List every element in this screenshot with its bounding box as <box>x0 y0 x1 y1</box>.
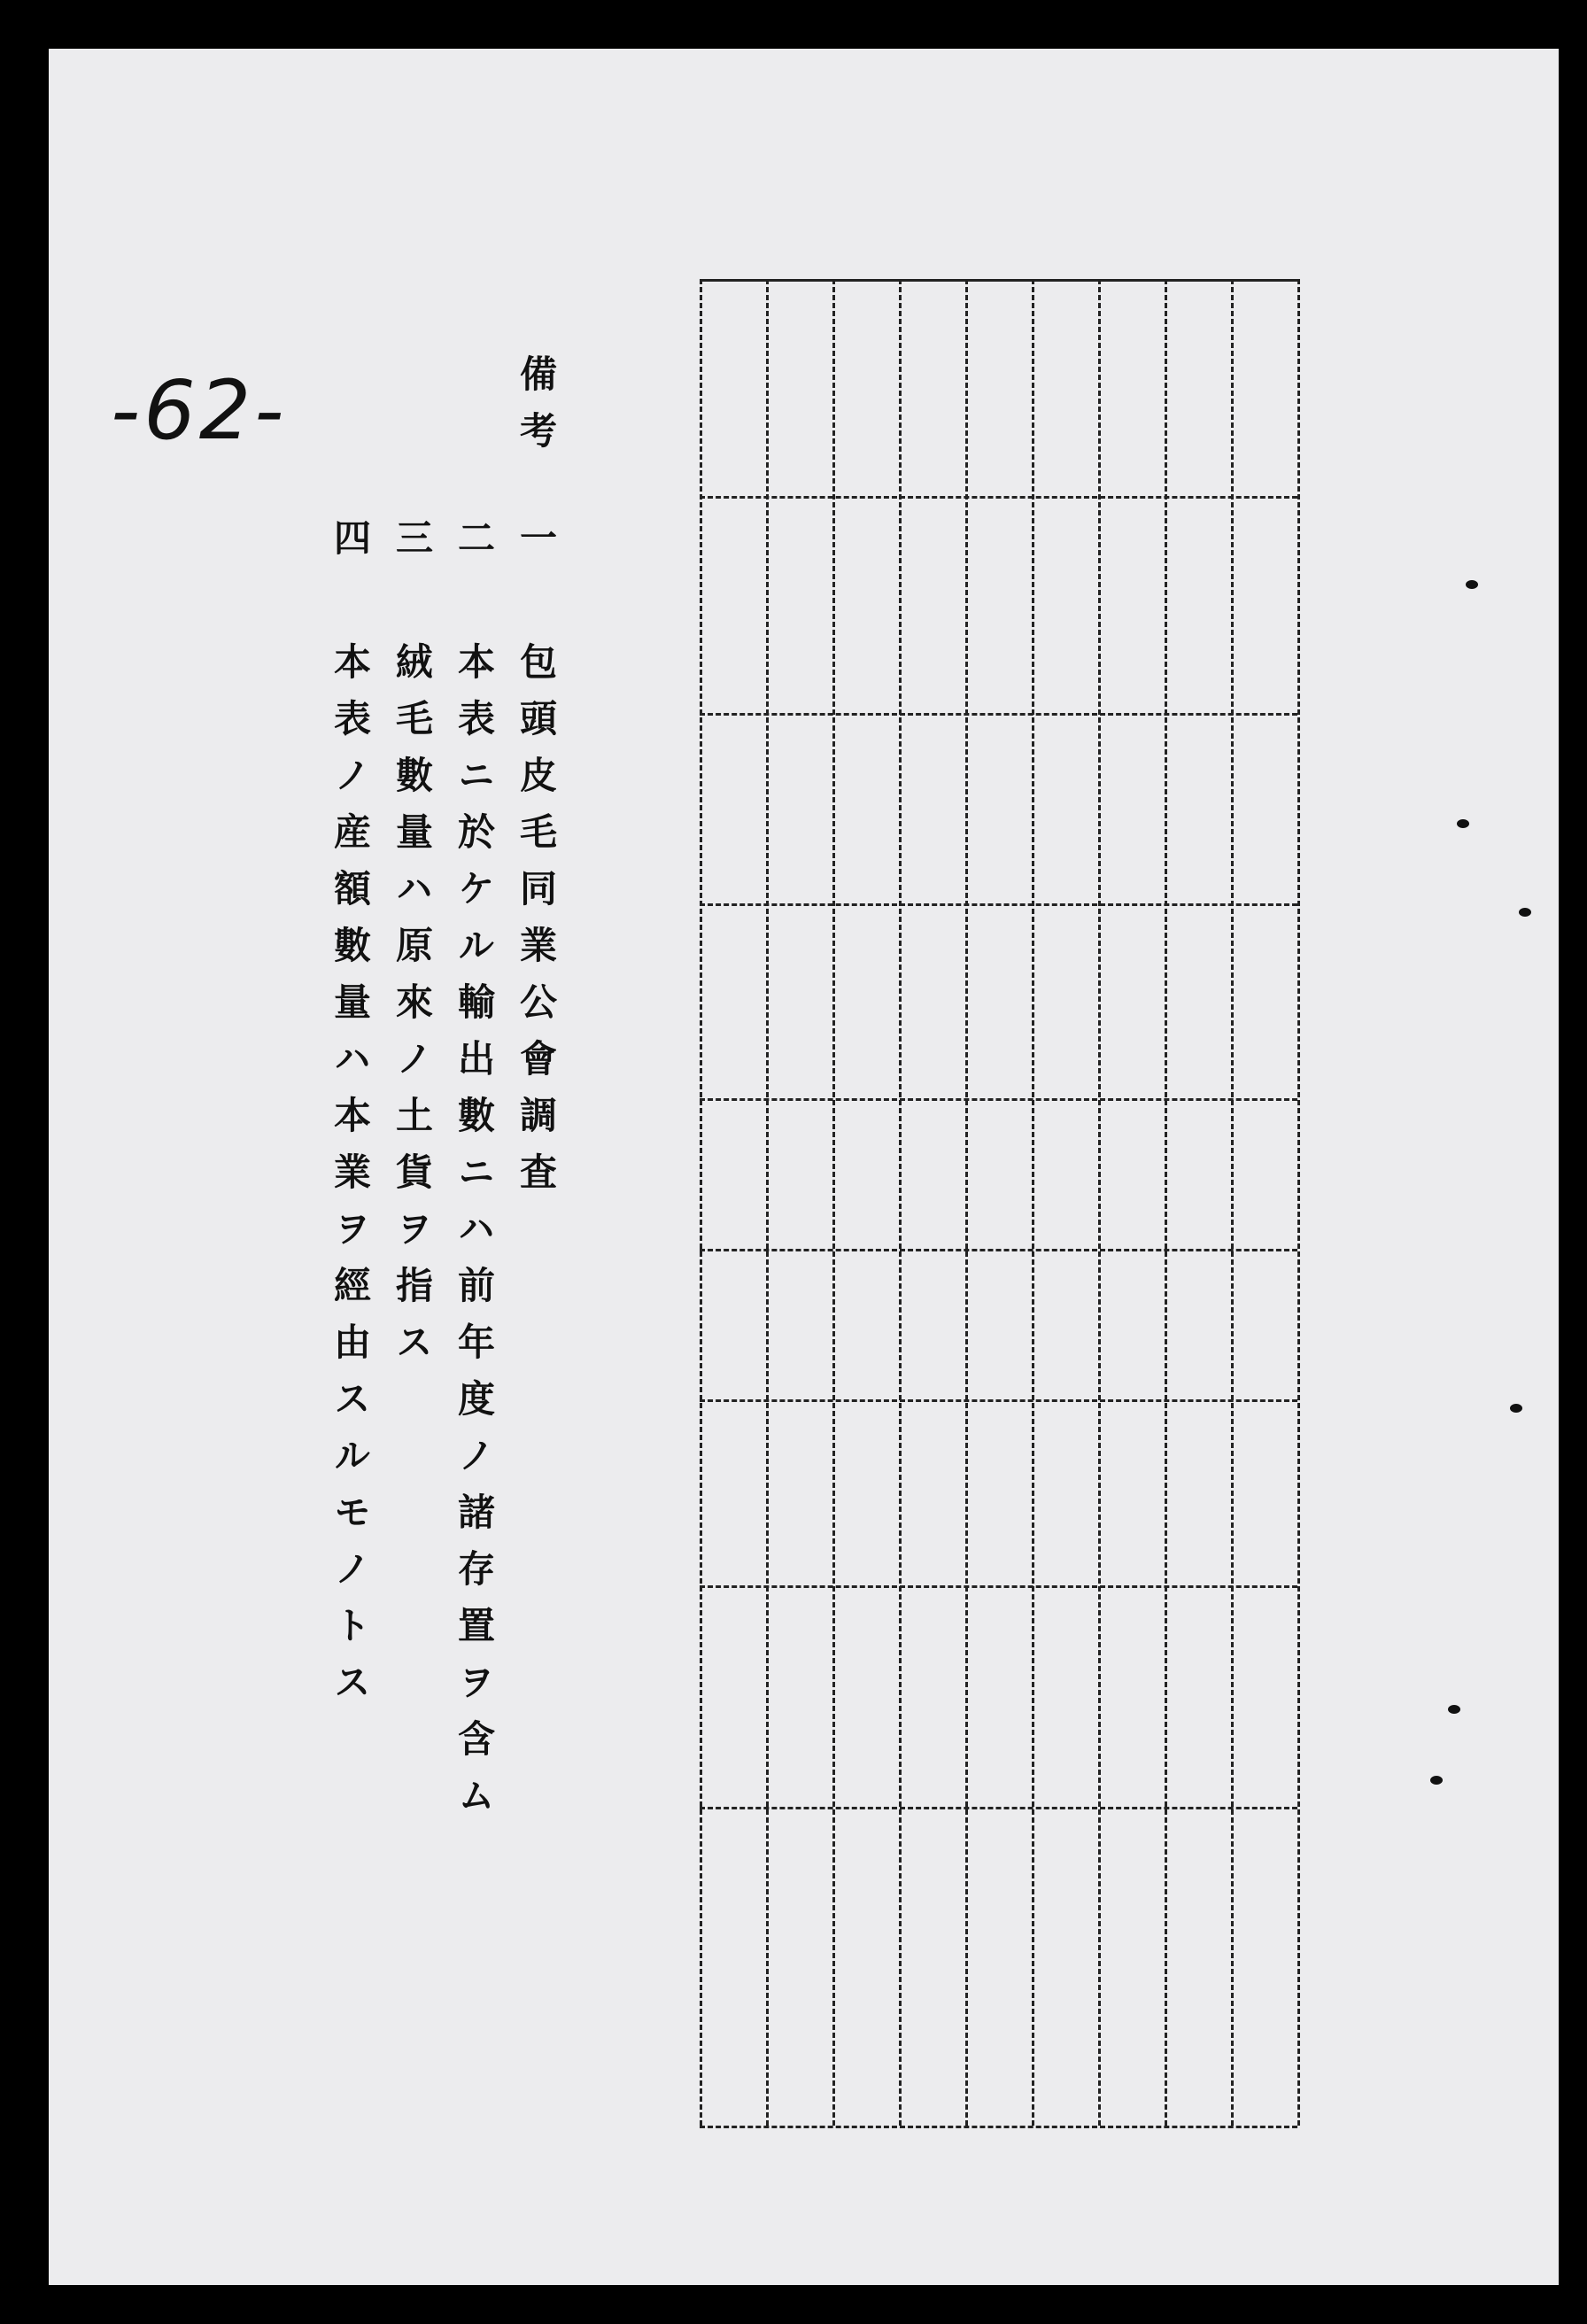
document-page <box>49 49 1559 2285</box>
page-number: -62- <box>111 363 288 458</box>
table-row-rule <box>700 496 1297 499</box>
remark-number: 三 <box>391 518 434 575</box>
table-column-rule <box>899 279 902 2126</box>
table-row-rule <box>700 903 1297 906</box>
remark-text: 本表ニ於ケル輸出數ニハ前年度ノ諸存置ヲ含ム <box>453 642 496 1832</box>
table-top-rule <box>700 279 1297 282</box>
scan-speck <box>1510 1404 1522 1413</box>
table-row-rule <box>700 1807 1297 1809</box>
scan-speck <box>1519 908 1531 917</box>
scan-speck <box>1448 1705 1460 1714</box>
table-column-rule <box>766 279 769 2126</box>
scan-speck <box>1466 580 1478 589</box>
table-column-rule <box>965 279 968 2126</box>
table-row-rule <box>700 1585 1297 1588</box>
table-column-rule <box>700 279 702 2126</box>
table-row-rule <box>700 1399 1297 1402</box>
table-row-rule <box>700 1249 1297 1251</box>
table-column-rule <box>1297 279 1300 2126</box>
table-column-rule <box>832 279 835 2126</box>
table-column-rule <box>1098 279 1101 2126</box>
remark-text: 本表ノ産額數量ハ本業ヲ經由スルモノトス <box>329 642 372 1719</box>
remark-text: 絨毛數量ハ原來ノ土貨ヲ指ス <box>391 642 434 1379</box>
table-row-rule <box>700 713 1297 716</box>
table-column-rule <box>1231 279 1234 2126</box>
remark-number: 一 <box>515 518 558 575</box>
remark-number: 四 <box>329 518 372 575</box>
table-column-rule <box>1032 279 1034 2126</box>
table-row-rule <box>700 1098 1297 1101</box>
remarks-label: 備考 <box>515 354 558 468</box>
scan-speck <box>1430 1776 1443 1785</box>
remark-text: 包頭皮毛同業公會調査 <box>515 642 558 1209</box>
scan-speck <box>1457 819 1469 828</box>
table-column-rule <box>1165 279 1167 2126</box>
table-row-rule <box>700 2126 1297 2128</box>
remark-number: 二 <box>453 518 496 575</box>
